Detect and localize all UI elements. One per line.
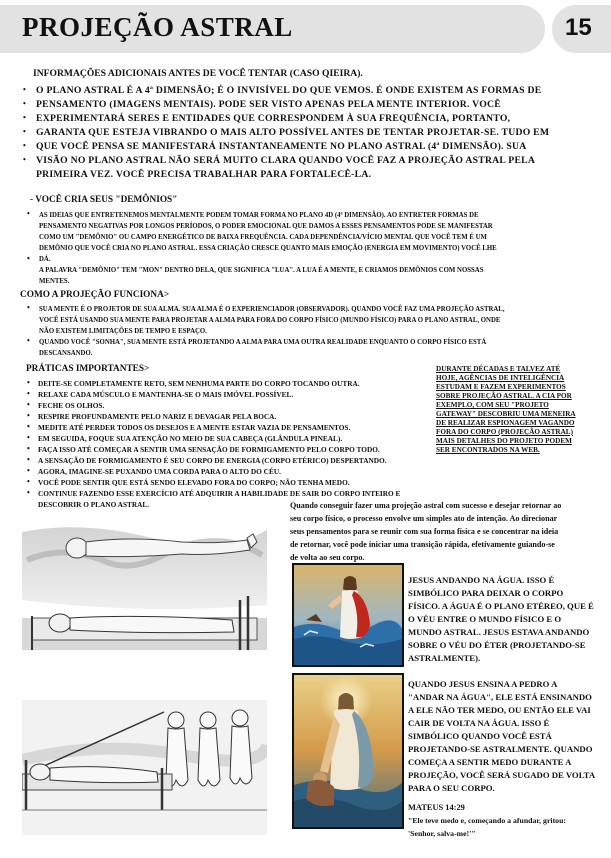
bullet: • [27, 411, 30, 420]
caption-line: CAIR DE VOLTA NA ÁGUA. ISSO É [408, 718, 550, 728]
caption-line: "ANDAR NA ÁGUA", ELE ESTÁ ENSINANDO [408, 692, 592, 702]
cia-note-line: EXEMPLO, COM SEU "PROJETO [436, 401, 549, 409]
caption-line: PARA O SEU CORPO. [408, 783, 495, 793]
bullet: • [27, 378, 30, 387]
intro-line: GARANTA QUE ESTEJA VIBRANDO O MAIS ALTO POSSÍVEL ANTES DE TENTAR PROJETAR-SE. TUDO EM [36, 127, 550, 138]
demons-line: COMO UM "DEMÔNIO" OU CAMPO ENERGÉTICO DE BAIXA FREQUÊNCIA. CADA DEPENDÊNCIA/VÍCIO MENTAL QUE VOCÊ TEM É UM [39, 234, 487, 241]
demons-line: PENSAMENTO NEGATIVAS POR LONGOS PERÍODOS, O PODER EMOCIONAL QUE DAMOS A ESSES PENSAMENTOS PODE SE MANIFESTAR [39, 223, 493, 230]
bullet: • [27, 400, 30, 409]
bullet: • [27, 254, 30, 263]
bullet: • [27, 433, 30, 442]
how-line: NÃO EXISTEM LIMITAÇÕES DE TEMPO E ESPAÇO. [39, 328, 207, 335]
intro-line: VISÃO NO PLANO ASTRAL NÃO SERÁ MUITO CLARA QUANDO VOCÊ FAZ A PROJEÇÃO ASTRAL PELA [36, 155, 536, 166]
astral-body-sketch [22, 520, 267, 655]
bullet: • [27, 303, 30, 312]
caption-line: PROJETANDO-SE ASTRALMENTE. QUANDO [408, 744, 593, 754]
practice-item: VOCÊ PODE SENTIR QUE ESTÁ SENDO ELEVADO FORA DO CORPO; NÃO TENHA MEDO. [38, 478, 350, 487]
caption-line: SOBRE O VÉU DO ÉTER (PROJETANDO-SE [408, 640, 586, 650]
caption-line: ASTRALMENTE). [408, 653, 481, 663]
caption-line: QUANDO JESUS ENSINA A PEDRO A [408, 679, 558, 689]
cia-note-line: SER ENCONTRADOS NA WEB. [436, 446, 540, 454]
demons-heading: - VOCÊ CRIA SEUS "DEMÔNIOS" [30, 195, 178, 205]
cia-note-line: MAIS DETALHES DO PROJETO PODEM [436, 437, 572, 445]
intro-heading: INFORMAÇÕES ADICIONAIS ANTES DE VOCÊ TENTAR (CASO QIEIRA). [33, 68, 363, 79]
intro-line: EXPERIMENTARÁ SERES E ENTIDADES QUE CORRESPONDEM À SUA FREQUÊNCIA, PORTANTO, [36, 113, 511, 124]
bullet: • [23, 141, 26, 150]
how-line: VOCÊ ESTÁ USANDO SUA MENTE PARA PROJETAR A ALMA PARA FORA DO CORPO FÍSICO (MUNDO FÍSICO) PARA O PLANO ASTRAL, ONDE [39, 317, 501, 324]
demons-line: DEMÔNIO QUE VOCÊ CRIA NO PLANO ASTRAL. ESSA CRIAÇÃO CRESCE QUANTO MAIS EMOÇÃO (ENERGIA EM MOVIMENTO) VOCÊ LHE [39, 245, 497, 252]
intro-line: QUE VOCÊ PENSA SE MANIFESTARÁ INSTANTANEAMENTE NO PLANO ASTRAL (4ª DIMENSÃO). SUA [36, 141, 527, 152]
bullet: • [23, 113, 26, 122]
return-line: de volta ao seu corpo. [290, 553, 365, 562]
how-line: SUA MENTE É O PROJETOR DE SUA ALMA. SUA ALMA É O EXPERIENCIADOR (OBSERVADOR). QUANDO VOCÊ FAZ UMA PROJEÇÃO ASTRAL, [39, 306, 505, 313]
caption-line: FÍSICO. A ÁGUA É O PLANO ETÉREO, QUE É [408, 601, 594, 611]
practice-item: CONTINUE FAZENDO ESSE EXERCÍCIO ATÉ ADQUIRIR A HABILIDADE DE SAIR DO CORPO INTEIRO E [38, 489, 401, 498]
bullet: • [27, 477, 30, 486]
bullet: • [27, 488, 30, 497]
cia-note-line: DURANTE DÉCADAS E TALVEZ ATÉ [436, 365, 561, 373]
intro-line: O PLANO ASTRAL É A 4ª DIMENSÃO; É O INVISÍVEL DO QUE VEMOS. É ONDE EXISTEM AS FORMAS DE [36, 85, 542, 96]
bullet: • [27, 455, 30, 464]
how-line: DESCANSANDO. [39, 350, 93, 357]
bullet: • [27, 336, 30, 345]
practice-item: FAÇA ISSO ATÉ COMEÇAR A SENTIR UMA SENSAÇÃO DE FORMIGAMENTO PELO CORPO TODO. [38, 445, 380, 454]
bullet: • [27, 389, 30, 398]
bullet: • [27, 444, 30, 453]
caption-line: O VÉU ENTRE O MUNDO FÍSICO E O [408, 614, 562, 624]
rising-figures-sketch [22, 700, 267, 835]
caption-line: SIMBÓLICO QUANDO VOCÊ ESTÁ [408, 731, 552, 741]
practice-item: RELAXE CADA MÚSCULO E MANTENHA-SE O MAIS IMÓVEL POSSÍVEL. [38, 390, 294, 399]
practice-item: EM SEGUIDA, FOQUE SUA ATENÇÃO NO MEIO DE SUA CABEÇA (GLÂNDULA PINEAL). [38, 434, 343, 443]
jesus-walking-water-image [292, 563, 404, 667]
bible-quote: 'Senhor, salva-me!'" [408, 829, 476, 838]
cia-note-line: FORA DO CORPO (PROJEÇÃO ASTRAL) [436, 428, 573, 436]
caption-line: PROJEÇÃO, VOCÊ SERÁ SUGADO DE VOLTA [408, 770, 596, 780]
return-line: seus pensamentos para se reunir com sua forma física e se concentrar na ideia [290, 527, 559, 536]
intro-line: PRIMEIRA VEZ. VOCÊ PRECISA TRABALHAR PARA FORTALECÊ-LA. [36, 169, 372, 180]
caption-line: A ELE NÃO TER MEDO, OU ENTÃO ELE VAI [408, 705, 591, 715]
bullet: • [27, 466, 30, 475]
cia-note-line: DE REALIZAR ESPIONAGEM VAGANDO [436, 419, 575, 427]
practice-item: FECHE OS OLHOS. [38, 401, 105, 410]
practice-item: MEDITE ATÉ PERDER TODOS OS DESEJOS E A MENTE ESTAR VAZIA DE PENSAMENTOS. [38, 423, 351, 432]
bible-reference: MATEUS 14:29 [408, 803, 465, 812]
page-title: PROJEÇÃO ASTRAL [22, 12, 293, 42]
cia-note-line: SOBRE PROJEÇÃO ASTRAL. A CIA POR [436, 392, 572, 400]
cia-note-line: GATEWAY" DESCOBRIU UMA MENEIRA [436, 410, 576, 418]
demons-line: A PALAVRA "DEMÔNIO" TEM "MON" DENTRO DELA, QUE SIGNIFICA "LUA". A LUA É A MENTE, E CRIAMOS DEMÔNIOS COM NOSSAS [39, 267, 484, 274]
jesus-saving-peter-image [292, 673, 404, 829]
demons-line: MENTES. [39, 278, 70, 285]
page-number: 15 [565, 14, 592, 41]
caption-line: SIMBÓLICO PARA DEIXAR O CORPO [408, 588, 564, 598]
caption-line: COMEÇA A SENTIR MEDO DURANTE A [408, 757, 572, 767]
bullet: • [27, 422, 30, 431]
how-line: QUANDO VOCÊ "SONHA", SUA MENTE ESTÁ PROJETANDO A ALMA PARA UMA OUTRA REALIDADE ENQUANTO O CORPO FÍSICO ESTÁ [39, 339, 487, 346]
cia-note-line: ESTUDAM E FAZEM EXPERIMENTOS [436, 383, 566, 391]
caption-line: JESUS ANDANDO NA ÁGUA. ISSO É [408, 575, 555, 585]
return-line: de retornar, você pode iniciar uma transição rápida, efetivamente guiando-se [290, 540, 555, 549]
cia-note-line: HOJE, AGÊNCIAS DE INTELIGÊNCIA [436, 374, 565, 382]
bible-quote: "Ele teve medo e, começando a afundar, gritou: [408, 816, 567, 825]
bullet: • [23, 155, 26, 164]
practices-heading: PRÁTICAS IMPORTANTES> [26, 364, 150, 374]
demons-line: DÁ. [39, 256, 51, 263]
return-line: Quando conseguir fazer uma projeção astral com sucesso e desejar retornar ao [290, 501, 562, 510]
practice-item-continued: DESCOBRIR O PLANO ASTRAL. [38, 500, 150, 509]
practice-item: AGORA, IMAGINE-SE PUXANDO UMA CORDA PARA O ALTO DO CÉU. [38, 467, 281, 476]
bullet: • [23, 127, 26, 136]
bullet: • [27, 209, 30, 218]
caption-line: MUNDO ASTRAL. JESUS ESTAVA ANDANDO [408, 627, 590, 637]
practice-item: RESPIRE PROFUNDAMENTE PELO NARIZ E DEVAGAR PELA BOCA. [38, 412, 277, 421]
practice-item: DEITE-SE COMPLETAMENTE RETO, SEM NENHUMA PARTE DO CORPO TOCANDO OUTRA. [38, 379, 360, 388]
intro-line: PENSAMENTO (IMAGENS MENTAIS). PODE SER VISTO APENAS PELA MENTE INTERIOR. VOCÊ [36, 99, 501, 110]
demons-line: AS IDEIAS QUE ENTRETENEMOS MENTALMENTE PODEM TOMAR FORMA NO PLANO 4D (4ª DIMENSÃO). AO ENTRETER FORMAS DE [39, 212, 479, 219]
return-line: seu corpo físico, o processo envolve um simples ato de intenção. Ao direcionar [290, 514, 558, 523]
bullet: • [23, 85, 26, 94]
how-heading: COMO A PROJEÇÃO FUNCIONA> [20, 290, 170, 300]
bullet: • [23, 99, 26, 108]
practice-item: A SENSAÇÃO DE FORMIGAMENTO É SEU CORPO DE ENERGIA (CORPO ETÉRICO) DESPERTANDO. [38, 456, 387, 465]
